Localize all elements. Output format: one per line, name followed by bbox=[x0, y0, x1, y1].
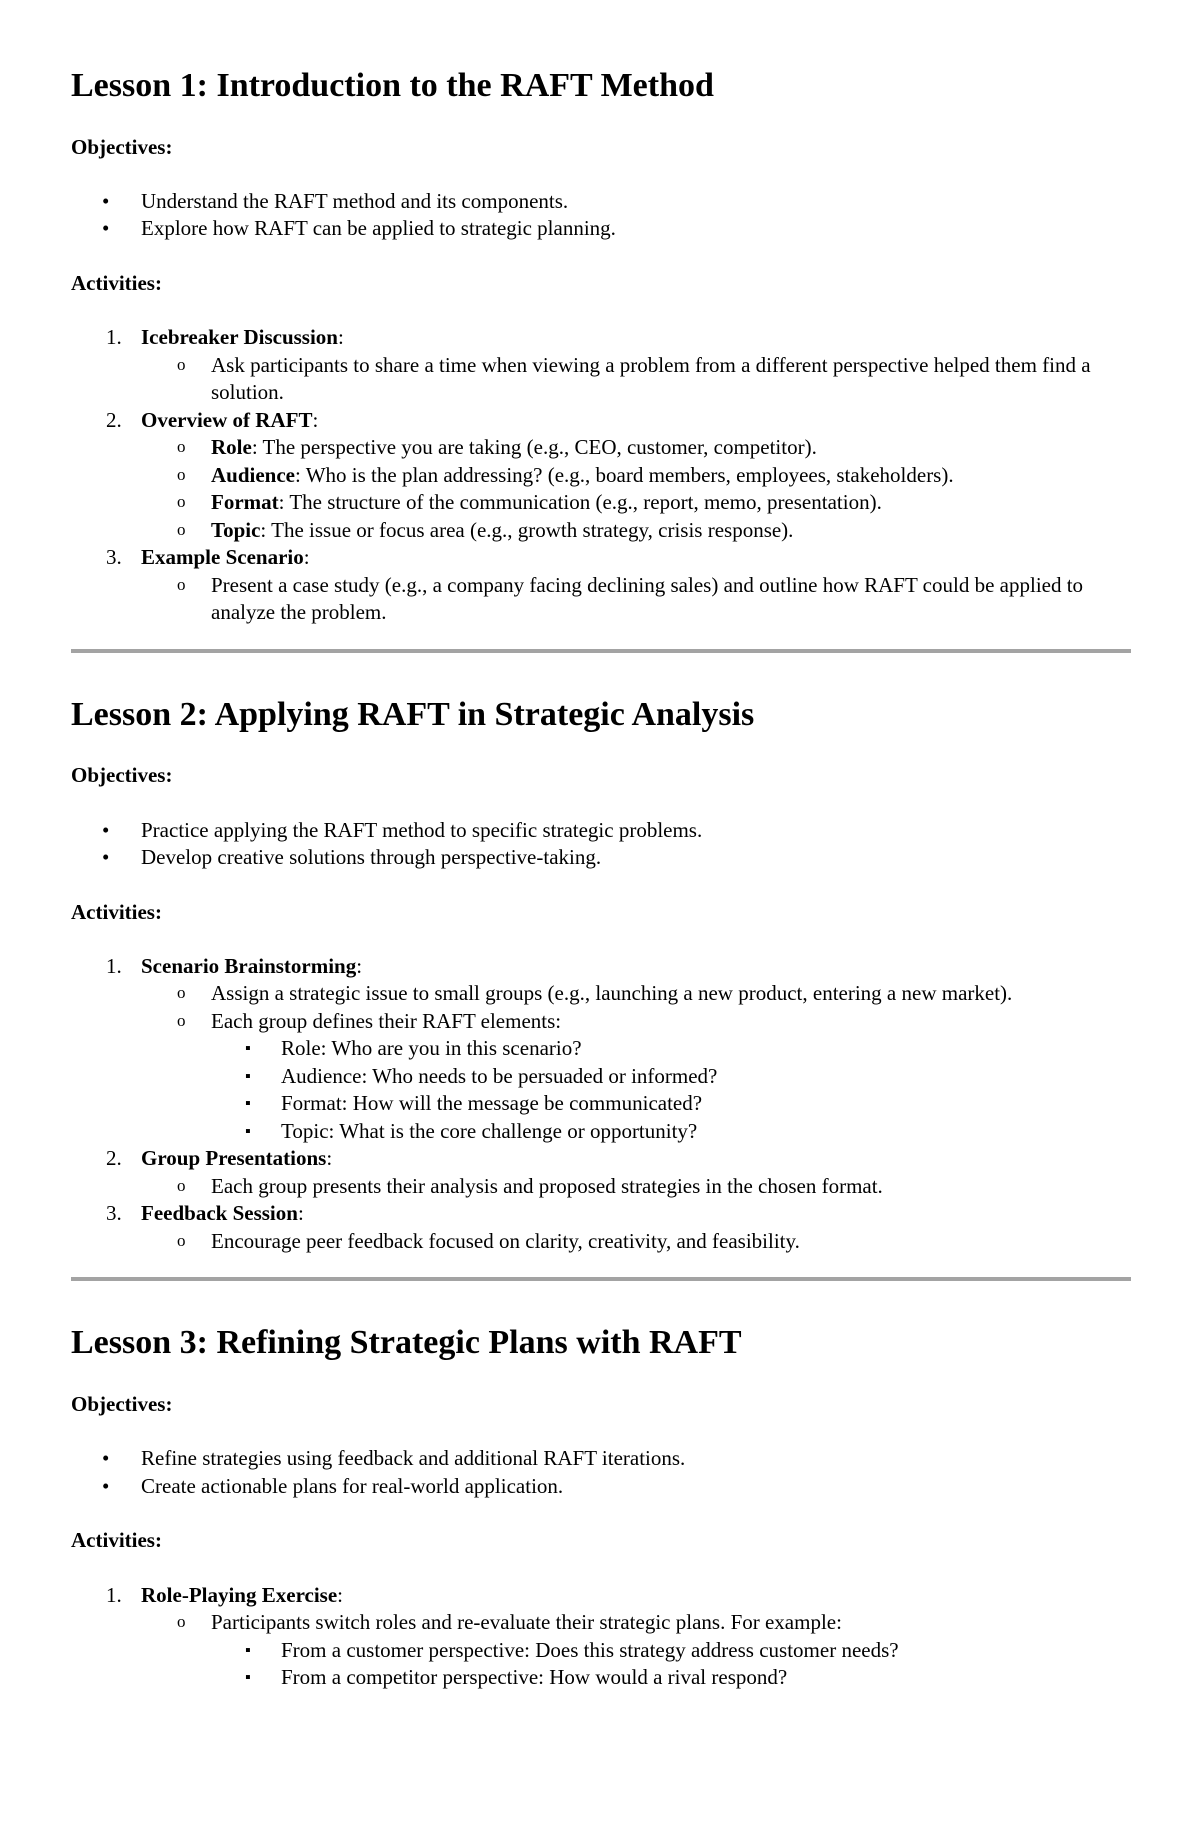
perspective-item: ▪ From a customer perspective: Does this strategy address customer needs? bbox=[211, 1637, 1130, 1665]
lesson-title: Lesson 1: Introduction to the RAFT Method bbox=[71, 67, 714, 104]
activity-subitem bbox=[141, 1008, 1130, 1146]
activity-subitem bbox=[141, 517, 1130, 545]
activity-subitem bbox=[141, 434, 1130, 462]
activity-sublist bbox=[141, 980, 1130, 1145]
activity-subitem: o Assign a strategic issue to small groups (e.g., launching a new product, entering a new market). bbox=[141, 980, 1130, 1008]
activity-item: 1. Icebreaker Discussion: o Ask participants to share a time when viewing a problem from a different perspective helped them find a solution. bbox=[71, 324, 1130, 407]
section-divider bbox=[71, 649, 1131, 653]
activity-sublist bbox=[141, 1609, 1130, 1692]
activity-subitem: o Ask participants to share a time when viewing a problem from a different perspective helped them find a solution. bbox=[141, 352, 1130, 407]
lesson-title: Lesson 2: Applying RAFT in Strategic Analysis bbox=[71, 695, 755, 733]
activity-label: Role-Playing Exercise bbox=[141, 1582, 338, 1607]
activities-list bbox=[71, 324, 1130, 627]
raft-element-item: ▪ Audience: Who needs to be persuaded or informed? bbox=[211, 1063, 1130, 1091]
objective-item: • Explore how RAFT can be applied to strategic planning. bbox=[71, 215, 1130, 243]
activity-label: Overview of RAFT bbox=[141, 407, 313, 432]
activity-label: Example Scenario bbox=[141, 545, 304, 570]
lesson-2 bbox=[71, 695, 1130, 1256]
objective-item: • Practice applying the RAFT method to specific strategic problems. bbox=[71, 817, 1130, 845]
objective-item: • Understand the RAFT method and its components. bbox=[71, 188, 1130, 216]
objectives-heading: Objectives: bbox=[71, 134, 173, 159]
activity-sublist bbox=[141, 1173, 1130, 1201]
lesson-3 bbox=[71, 1323, 1130, 1691]
section-divider bbox=[71, 1277, 1131, 1281]
activity-label: Feedback Session bbox=[141, 1201, 298, 1226]
objectives-list bbox=[71, 817, 1130, 872]
lesson-title: Lesson 3: Refining Strategic Plans with RAFT bbox=[71, 1324, 742, 1362]
activity-item: 1. Role-Playing Exercise: o Participants switch roles and re-evaluate their strategic plans. For example: ▪ From a customer perspective: Does this strategy address customer needs? ▪ From a competitor perspective: How would a rival respond? bbox=[71, 1582, 1130, 1692]
activity-label: Scenario Brainstorming bbox=[141, 953, 357, 978]
activity-subitem: o Each group presents their analysis and proposed strategies in the chosen format. bbox=[141, 1173, 1130, 1201]
activity-sublist bbox=[141, 1228, 1130, 1256]
raft-definition: : The issue or focus area (e.g., growth strategy, crisis response). bbox=[260, 517, 794, 542]
lesson-1 bbox=[71, 66, 1130, 627]
activity-number: 1. bbox=[106, 1582, 122, 1607]
activities-list bbox=[71, 1582, 1130, 1692]
activity-item: 2. Overview of RAFT: o Role: The perspective you are taking (e.g., CEO, customer, competitor). o Audience: Who is the plan addressing? (e.g., board members, employees, stakeholders). o Format: The structure of the communication (e.g., report, memo, presentation). o Topic: The issue or focus area (e.g., growth strategy, crisis response). bbox=[71, 407, 1130, 545]
activities-heading: Activities: bbox=[71, 899, 162, 924]
activity-number: 3. bbox=[106, 545, 122, 570]
raft-definition: : Who is the plan addressing? (e.g., board members, employees, stakeholders). bbox=[295, 462, 954, 487]
objectives-list bbox=[71, 188, 1130, 243]
activity-subitem: o Encourage peer feedback focused on clarity, creativity, and feasibility. bbox=[141, 1228, 1130, 1256]
activity-subitem: o Present a case study (e.g., a company facing declining sales) and outline how RAFT could be applied to analyze the problem. bbox=[141, 572, 1130, 627]
activities-heading: Activities: bbox=[71, 1528, 162, 1553]
activity-subitem-text: Participants switch roles and re-evaluate their strategic plans. For example: bbox=[211, 1610, 842, 1635]
activity-sublist bbox=[141, 572, 1130, 627]
activities-heading: Activities: bbox=[71, 270, 162, 295]
activity-number: 3. bbox=[106, 1201, 122, 1226]
activity-label: Icebreaker Discussion bbox=[141, 325, 338, 350]
activity-number: 1. bbox=[106, 325, 122, 350]
objectives-heading: Objectives: bbox=[71, 763, 173, 788]
raft-element-item: ▪ Topic: What is the core challenge or opportunity? bbox=[211, 1118, 1130, 1146]
raft-term: Role bbox=[211, 435, 252, 460]
activity-item: 3. Example Scenario: o Present a case study (e.g., a company facing declining sales) and outline how RAFT could be applied to analyze the problem. bbox=[71, 544, 1130, 627]
activities-list bbox=[71, 953, 1130, 1256]
objective-item: • Refine strategies using feedback and additional RAFT iterations. bbox=[71, 1445, 1130, 1473]
objective-item: • Develop creative solutions through perspective-taking. bbox=[71, 844, 1130, 872]
activity-item: 3. Feedback Session: o Encourage peer feedback focused on clarity, creativity, and feasibility. bbox=[71, 1200, 1130, 1255]
raft-term: Topic bbox=[211, 517, 261, 542]
activity-label: Group Presentations bbox=[141, 1146, 327, 1171]
activity-subitem bbox=[141, 462, 1130, 490]
activity-sublist bbox=[141, 352, 1130, 407]
activity-item: 1. Scenario Brainstorming: o Assign a strategic issue to small groups (e.g., launching a new product, entering a new market). o Each group defines their RAFT elements: ▪ Role: Who are you in this scenario? ▪ Audience: Who needs to be persuaded or informed? ▪ Format: How will the message be communicated? ▪ Topic: What is the core challenge or opportunity? bbox=[71, 953, 1130, 1146]
activity-item: 2. Group Presentations: o Each group presents their analysis and proposed strategies in the chosen format. bbox=[71, 1145, 1130, 1200]
raft-definition: : The perspective you are taking (e.g., CEO, customer, competitor). bbox=[251, 435, 817, 460]
activity-number: 2. bbox=[106, 1146, 122, 1171]
objective-item: • Create actionable plans for real-world application. bbox=[71, 1473, 1130, 1501]
raft-elements-list bbox=[211, 1035, 1130, 1145]
raft-element-item: ▪ Role: Who are you in this scenario? bbox=[211, 1035, 1130, 1063]
activity-number: 1. bbox=[106, 953, 122, 978]
activity-subitem bbox=[141, 489, 1130, 517]
objectives-list bbox=[71, 1445, 1130, 1500]
perspective-item: ▪ From a competitor perspective: How would a rival respond? bbox=[211, 1664, 1130, 1692]
raft-element-item: ▪ Format: How will the message be communicated? bbox=[211, 1090, 1130, 1118]
raft-term: Audience bbox=[211, 462, 295, 487]
activity-number: 2. bbox=[106, 407, 122, 432]
raft-definition: : The structure of the communication (e.g., report, memo, presentation). bbox=[278, 490, 882, 515]
activity-sublist bbox=[141, 434, 1130, 544]
activity-subitem bbox=[141, 1609, 1130, 1692]
raft-term: Format bbox=[211, 490, 279, 515]
objectives-heading: Objectives: bbox=[71, 1392, 173, 1417]
activity-subitem-text: Each group defines their RAFT elements: bbox=[211, 1008, 562, 1033]
perspective-list bbox=[211, 1637, 1130, 1692]
